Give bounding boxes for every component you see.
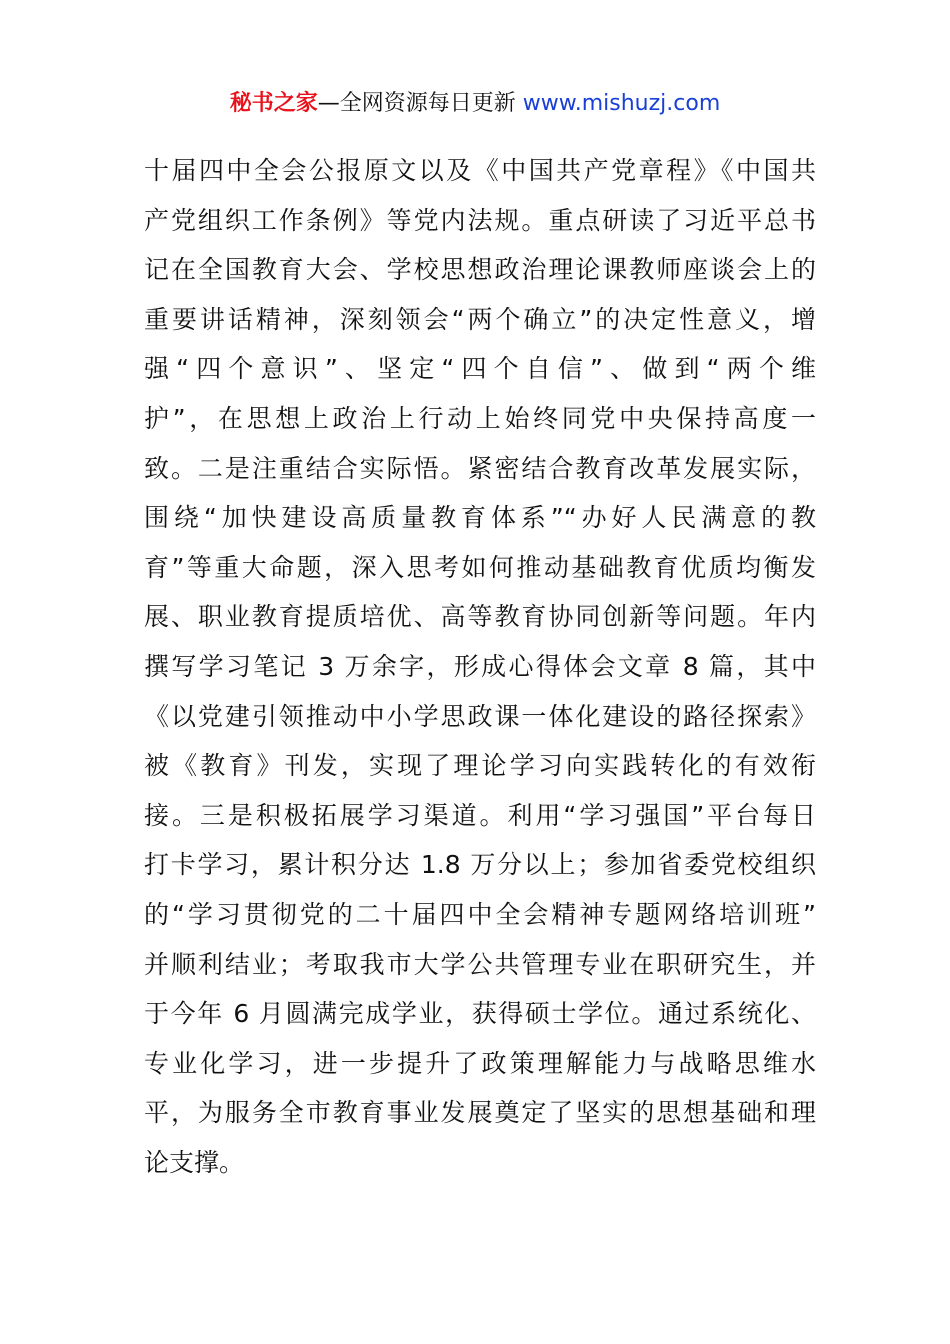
- text-line: 致。二是注重结合实际悟。紧密结合教育改革发展实际，: [144, 453, 816, 483]
- text-line: 展、职业教育提质培优、高等教育协同创新等问题。年内: [144, 602, 816, 632]
- text-line: 育”等重大命题，深入思考如何推动基础教育优质均衡发: [144, 552, 816, 582]
- site-tagline: —全网资源每日更新: [317, 91, 523, 116]
- text-line: 产党组织工作条例》等党内法规。重点研读了习近平总书: [144, 205, 816, 235]
- text-line: 接。三是积极拓展学习渠道。利用“学习强国”平台每日: [144, 800, 816, 830]
- text-line: 撰写学习笔记 3 万余字，形成心得体会文章 8 篇，其中: [144, 651, 816, 681]
- text-line: 记在全国教育大会、学校思想政治理论课教师座谈会上的: [144, 255, 816, 285]
- site-brand: 秘书之家: [229, 91, 318, 116]
- text-line: 重要讲话精神，深刻领会“两个确立”的决定性意义，增: [144, 304, 816, 334]
- text-line: 专业化学习，进一步提升了政策理解能力与战略思维水: [144, 1048, 816, 1078]
- text-line: 并顺利结业；考取我市大学公共管理专业在职研究生，并: [144, 949, 816, 979]
- text-line: 护”，在思想上政治上行动上始终同党中央保持高度一: [144, 403, 816, 433]
- text-line: 打卡学习，累计积分达 1.8 万分以上；参加省委党校组织: [144, 850, 816, 880]
- text-line: 围绕“加快建设高质量教育体系”“办好人民满意的教: [144, 503, 816, 533]
- site-header: [0, 88, 950, 120]
- text-line: 的“学习贯彻党的二十届四中全会精神专题网络培训班”: [144, 899, 816, 929]
- text-line: 平，为服务全市教育事业发展奠定了坚实的思想基础和理: [144, 1098, 816, 1128]
- text-line: 论支撑。: [144, 1147, 245, 1177]
- text-line: 被《教育》刊发，实现了理论学习向实践转化的有效衔: [144, 751, 816, 781]
- document-body: [144, 146, 816, 1187]
- text-line: 十届四中全会公报原文以及《中国共产党章程》《中国共: [144, 156, 816, 185]
- text-line: 于今年 6 月圆满完成学业，获得硕士学位。通过系统化、: [144, 999, 816, 1029]
- text-line: 强“四个意识”、坚定“四个自信”、做到“两个维: [144, 354, 816, 384]
- text-line: 《以党建引领推动中小学思政课一体化建设的路径探索》: [144, 701, 816, 731]
- site-url-link[interactable]: www.mishuzj.com: [522, 91, 721, 116]
